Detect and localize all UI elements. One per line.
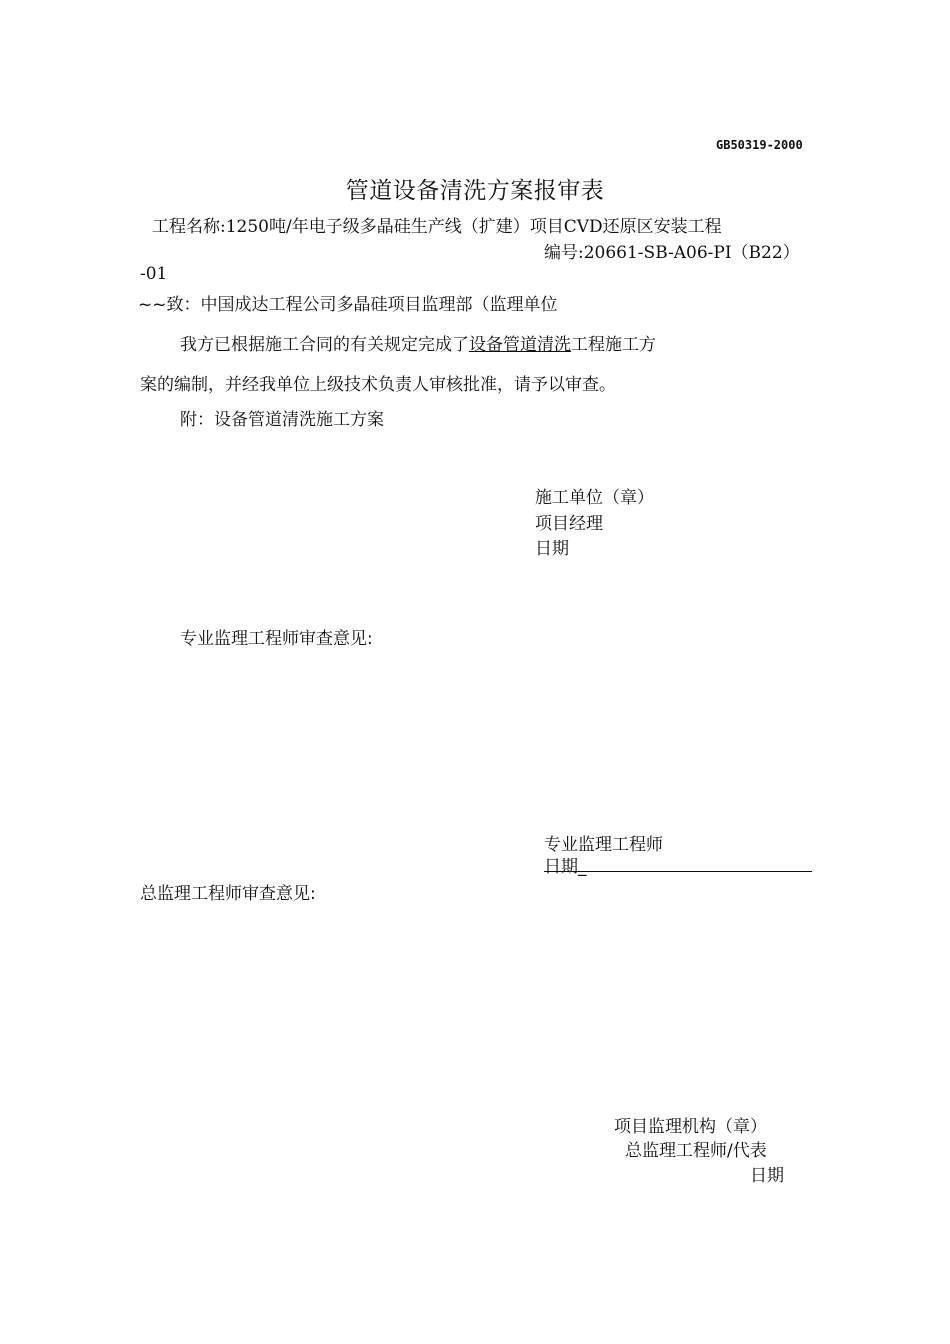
specialist-review-label: 专业监理工程师审查意见: [180,629,373,649]
addressee-line: ~~致：中国成达工程公司多晶硅项目监理部（监理单位 [138,295,558,315]
body-underlined-item: 设备管道清洗 [469,335,571,355]
body-suffix: 工程施工方 [571,335,656,355]
chief-review-label: 总监理工程师审查意见: [140,884,316,904]
letter-body-line1 [180,330,656,355]
contractor-unit-label: 施工单位（章） [535,488,654,508]
contractor-date-label: 日期 [535,539,569,559]
letter-body-line2: 案的编制，并经我单位上级技术负责人审核批准，请予以审查。 [140,375,616,395]
body-prefix: 我方已根据施工合同的有关规定完成了 [180,335,469,355]
specialist-signer-label: 专业监理工程师 [544,835,663,855]
chief-signer-label: 总监理工程师/代表 [625,1141,767,1161]
specialist-date-label: 日期_ [544,857,587,877]
document-number: 编号:20661-SB-A06-PI（B22） [544,243,800,263]
document-number-continued: -01 [140,264,168,284]
project-manager-label: 项目经理 [535,514,603,534]
standard-code: GB50319-2000 [716,138,803,152]
supervision-org-label: 项目监理机构（章） [614,1117,767,1137]
project-name: 工程名称:1250吨/年电子级多晶硅生产线（扩建）项目CVD还原区安装工程 [152,217,722,237]
page-title: 管道设备清洗方案报审表 [345,178,605,204]
attachment-line: 附：设备管道清洗施工方案 [180,410,384,430]
specialist-date-underline [544,871,812,872]
chief-date-label: 日期 [750,1166,784,1186]
